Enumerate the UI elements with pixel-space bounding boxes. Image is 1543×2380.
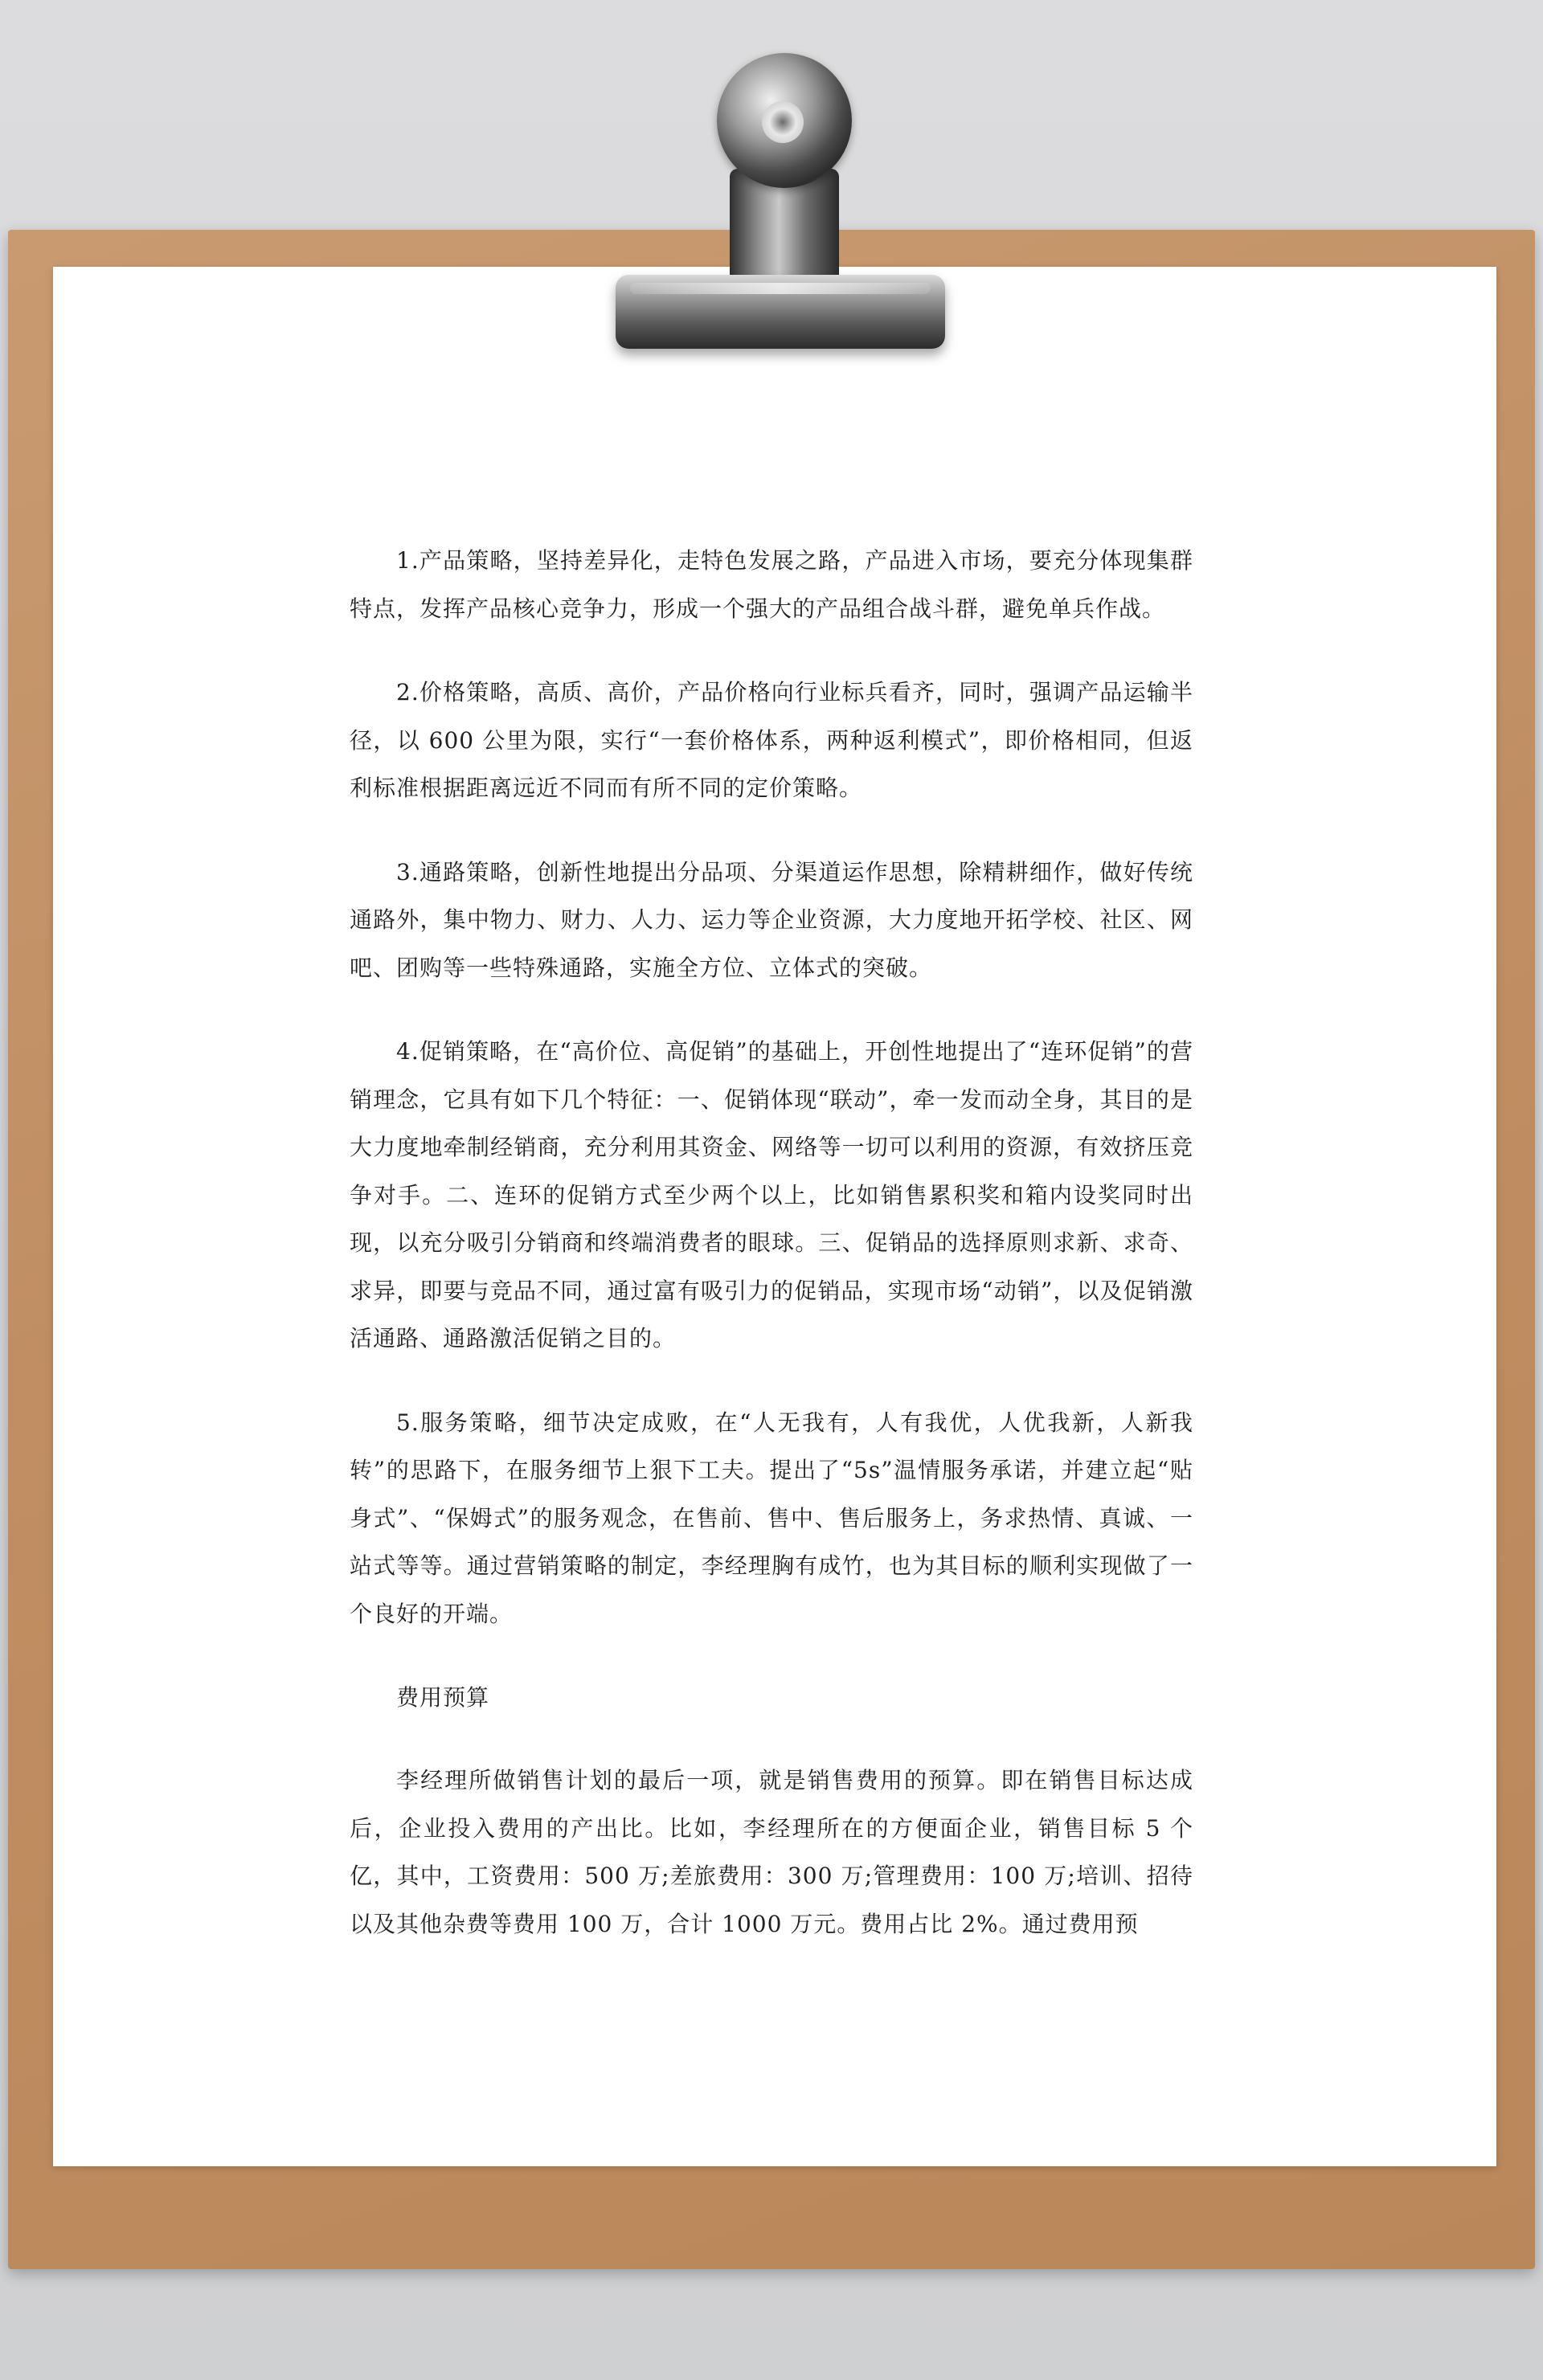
paragraph-product-strategy: 1.产品策略，坚持差异化，走特色发展之路，产品进入市场，要充分体现集群特点，发挥产品核心竞争力，形成一个强大的产品组合战斗群，避免单兵作战。 [350, 547, 1193, 622]
paragraph-budget: 李经理所做销售计划的最后一项，就是销售费用的预算。即在销售目标达成后，企业投入费用的产出比。比如，李经理所在的方便面企业，销售目标 5 个亿，其中，工资费用：500 万;差旅费用：300 万;管理费用：100 万;培训、招待以及其他杂费等费用 100 万，合计 1000 万元。费用占比 2%。通过费用预 [350, 1767, 1193, 1937]
paragraph-price-strategy: 2.价格策略，高质、高价，产品价格向行业标兵看齐，同时，强调产品运输半径，以 600 公里为限，实行“一套价格体系，两种返利模式”，即价格相同，但返利标准根据距离远近不同而有所不同的定价策略。 [350, 679, 1193, 801]
paragraph-promotion-strategy: 4.促销策略，在“高价位、高促销”的基础上，开创性地提出了“连环促销”的营销理念，它具有如下几个特征：一、促销体现“联动”，牵一发而动全身，其目的是大力度地牵制经销商，充分利用其资金、网络等一切可以利用的资源，有效挤压竞争对手。二、连环的促销方式至少两个以上，比如销售累积奖和箱内设奖同时出现，以充分吸引分销商和终端消费者的眼球。三、促销品的选择原则求新、求奇、求异，即要与竞品不同，通过富有吸引力的促销品，实现市场“动销”，以及促销激活通路、通路激活促销之目的。 [350, 1038, 1193, 1352]
section-heading-budget: 费用预算 [396, 1684, 490, 1711]
paragraph-channel-strategy: 3.通路策略，创新性地提出分品项、分渠道运作思想，除精耕细作，做好传统通路外，集中物力、财力、人力、运力等企业资源，大力度地开拓学校、社区、网吧、团购等一些特殊通路，实施全方位、立体式的突破。 [350, 858, 1193, 981]
binder-clip-hole [762, 101, 804, 143]
paragraph-service-strategy: 5.服务策略，细节决定成败，在“人无我有，人有我优，人优我新，人新我转”的思路下，在服务细节上狠下工夫。提出了“5s”温情服务承诺，并建立起“贴身式”、“保姆式”的服务观念，在售前、售中、售后服务上，务求热情、真诚、一站式等等。通过营销策略的制定，李经理胸有成竹，也为其目标的顺利实现做了一个良好的开端。 [350, 1409, 1193, 1627]
document-body [350, 537, 1193, 1984]
binder-clip-plate [616, 275, 945, 349]
